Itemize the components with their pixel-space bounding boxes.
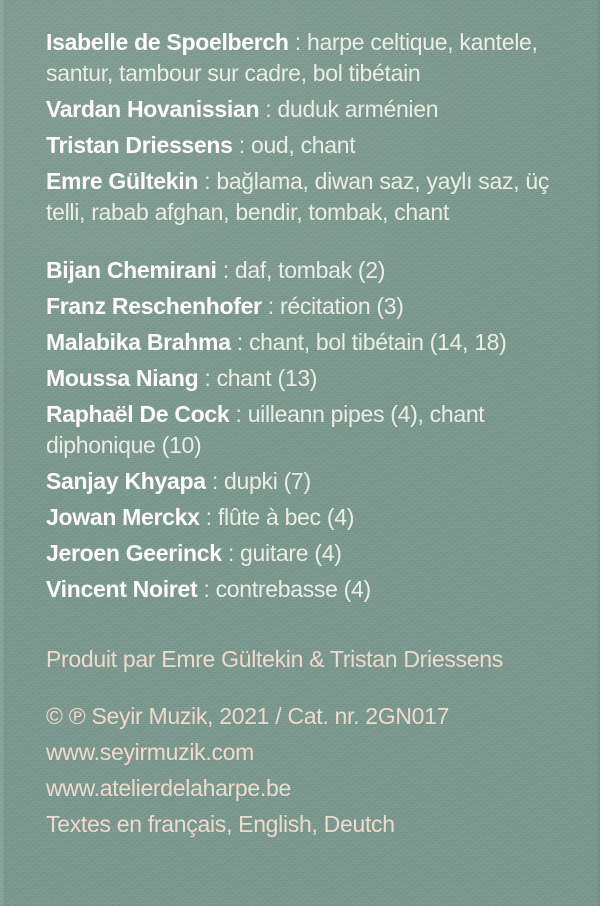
musician-name: Raphaël De Cock [46, 401, 230, 427]
instruments-list: harpe celtique, kantele, santur, tambour sur cadre, bol tibétain [46, 29, 538, 86]
website-atelierdelaharpe: www.atelierdelaharpe.be [46, 775, 291, 801]
name-instruments-separator: : [229, 401, 248, 427]
instruments-list: chant (13) [216, 365, 318, 391]
website-seyirmuzik: www.seyirmuzik.com [46, 739, 255, 765]
name-instruments-separator: : [259, 96, 278, 122]
name-instruments-separator: : [216, 257, 235, 283]
musician-name: Franz Reschenhofer [46, 293, 262, 319]
name-instruments-separator: : [197, 576, 216, 602]
credit-entry [46, 166, 570, 228]
instruments-list: contrebasse (4) [215, 576, 371, 602]
musician-name: Bijan Chemirani [46, 257, 217, 283]
name-instruments-separator: : [230, 329, 249, 355]
name-instruments-separator: : [232, 132, 251, 158]
credit-entry [46, 502, 570, 533]
instruments-list: récitation (3) [280, 293, 404, 319]
instruments-list: dupki (7) [224, 468, 311, 494]
instruments-list: daf, tombak (2) [234, 257, 386, 283]
instruments-list: chant, bol tibétain (14, 18) [248, 329, 507, 355]
credit-entry [46, 255, 570, 286]
musician-name: Jowan Merckx [46, 504, 200, 530]
credit-entry [46, 574, 570, 605]
instruments-list: guitare (4) [240, 540, 342, 566]
languages-note: Textes en français, English, Deutch [46, 811, 395, 837]
credit-entry [46, 327, 570, 358]
release-info [46, 698, 570, 842]
credits-group-primary [46, 27, 570, 228]
name-instruments-separator: : [288, 29, 307, 55]
musician-name: Vincent Noiret [46, 576, 198, 602]
credit-entry [46, 538, 570, 569]
musician-name: Moussa Niang [46, 365, 199, 391]
credit-entry [46, 130, 570, 161]
musician-name: Tristan Driessens [46, 132, 233, 158]
producer-credit: Produit par Emre Gültekin & Tristan Driessens [46, 646, 503, 672]
credit-entry [46, 466, 570, 497]
name-instruments-separator: : [205, 468, 225, 494]
credits-group-guests [46, 255, 570, 605]
instruments-list: oud, chant [250, 132, 356, 158]
credit-entry [46, 291, 570, 322]
name-instruments-separator: : [261, 293, 280, 319]
musician-name: Sanjay Khyapa [46, 468, 206, 494]
musician-name: Jeroen Geerinck [46, 540, 222, 566]
instruments-list: flûte à bec (4) [217, 504, 355, 530]
name-instruments-separator: : [198, 365, 217, 391]
credit-entry [46, 94, 570, 125]
credit-entry [46, 27, 570, 89]
name-instruments-separator: : [221, 540, 241, 566]
musician-name: Emre Gültekin [46, 168, 199, 194]
musician-name: Malabika Brahma [46, 329, 231, 355]
instruments-list: bağlama, diwan saz, yaylı saz, üç telli, rabab afghan, bendir, tombak, chant [46, 168, 550, 225]
copyright-line: © ℗ Seyir Muzik, 2021 / Cat. nr. 2GN017 [46, 703, 450, 729]
name-instruments-separator: : [199, 504, 218, 530]
credit-entry [46, 363, 570, 394]
instruments-list: uilleann pipes (4), chant diphonique (10) [46, 401, 485, 458]
instruments-list: duduk arménien [277, 96, 439, 122]
credit-entry [46, 399, 570, 461]
musician-name: Isabelle de Spoelberch [46, 29, 289, 55]
musician-name: Vardan Hovanissian [46, 96, 260, 122]
name-instruments-separator: : [198, 168, 217, 194]
